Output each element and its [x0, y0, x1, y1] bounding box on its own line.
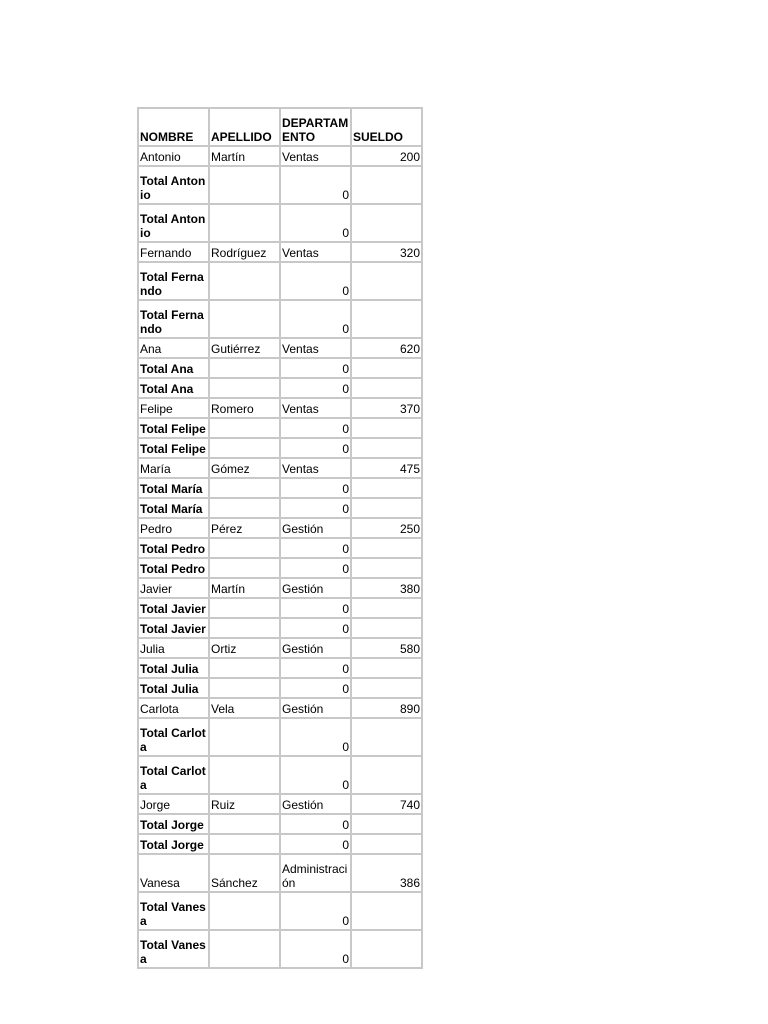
cell-empty[interactable] [209, 834, 280, 854]
cell-nombre[interactable]: Jorge [138, 794, 209, 814]
cell-departamento[interactable]: Ventas [280, 458, 351, 478]
cell-empty[interactable] [209, 658, 280, 678]
table-row [138, 578, 422, 598]
cell-sueldo[interactable]: 740 [351, 794, 422, 814]
cell-empty[interactable] [351, 678, 422, 698]
table-row [138, 398, 422, 418]
cell-empty[interactable] [209, 538, 280, 558]
cell-total-value[interactable]: 0 [280, 598, 351, 618]
cell-total-label[interactable]: Total Ana [138, 358, 209, 378]
total-row [138, 814, 422, 834]
cell-apellido[interactable]: Ruiz [209, 794, 280, 814]
cell-empty[interactable] [209, 678, 280, 698]
cell-empty[interactable] [351, 262, 422, 300]
header-sueldo[interactable]: SUELDO [351, 108, 422, 146]
cell-empty[interactable] [209, 718, 280, 756]
cell-empty[interactable] [351, 834, 422, 854]
total-row [138, 718, 422, 756]
total-row [138, 678, 422, 698]
cell-departamento[interactable]: Ventas [280, 338, 351, 358]
cell-empty[interactable] [351, 598, 422, 618]
cell-total-label[interactable]: Total Pedro [138, 558, 209, 578]
cell-empty[interactable] [209, 618, 280, 638]
cell-empty[interactable] [351, 892, 422, 930]
cell-total-value[interactable]: 0 [280, 262, 351, 300]
cell-total-value[interactable]: 0 [280, 558, 351, 578]
cell-nombre[interactable]: Carlota [138, 698, 209, 718]
cell-empty[interactable] [351, 438, 422, 458]
cell-total-label[interactable]: Total Vanesa [138, 892, 209, 930]
cell-departamento[interactable]: Gestión [280, 638, 351, 658]
cell-total-label[interactable]: Total Vanesa [138, 930, 209, 968]
cell-total-label[interactable]: Total Fernando [138, 262, 209, 300]
cell-empty[interactable] [209, 300, 280, 338]
total-row [138, 558, 422, 578]
total-row [138, 756, 422, 794]
cell-sueldo[interactable]: 250 [351, 518, 422, 538]
cell-departamento[interactable]: Gestión [280, 794, 351, 814]
cell-total-value[interactable]: 0 [280, 418, 351, 438]
cell-empty[interactable] [209, 418, 280, 438]
total-row [138, 262, 422, 300]
cell-empty[interactable] [351, 658, 422, 678]
spreadsheet-table [137, 107, 423, 969]
cell-empty[interactable] [209, 930, 280, 968]
cell-nombre[interactable]: Felipe [138, 398, 209, 418]
cell-empty[interactable] [351, 478, 422, 498]
cell-empty[interactable] [209, 598, 280, 618]
cell-nombre[interactable]: Antonio [138, 146, 209, 166]
cell-empty[interactable] [209, 262, 280, 300]
cell-total-value[interactable]: 0 [280, 358, 351, 378]
cell-total-label[interactable]: Total Antonio [138, 204, 209, 242]
cell-total-label[interactable]: Total Carlota [138, 718, 209, 756]
cell-empty[interactable] [209, 498, 280, 518]
cell-total-label[interactable]: Total Felipe [138, 438, 209, 458]
cell-empty[interactable] [351, 756, 422, 794]
cell-total-value[interactable]: 0 [280, 538, 351, 558]
cell-total-value[interactable]: 0 [280, 618, 351, 638]
cell-empty[interactable] [209, 478, 280, 498]
cell-total-label[interactable]: Total Jorge [138, 814, 209, 834]
cell-departamento[interactable]: Ventas [280, 146, 351, 166]
cell-total-label[interactable]: Total Antonio [138, 166, 209, 204]
cell-total-value[interactable]: 0 [280, 718, 351, 756]
total-row [138, 418, 422, 438]
cell-departamento[interactable]: Gestión [280, 578, 351, 598]
cell-empty[interactable] [351, 538, 422, 558]
cell-total-value[interactable]: 0 [280, 892, 351, 930]
cell-empty[interactable] [351, 204, 422, 242]
cell-empty[interactable] [209, 814, 280, 834]
cell-total-label[interactable]: Total Pedro [138, 538, 209, 558]
cell-nombre[interactable]: Julia [138, 638, 209, 658]
cell-sueldo[interactable]: 386 [351, 854, 422, 892]
total-row [138, 204, 422, 242]
cell-sueldo[interactable]: 890 [351, 698, 422, 718]
cell-nombre[interactable]: María [138, 458, 209, 478]
total-row [138, 300, 422, 338]
header-apellido[interactable]: APELLIDO [209, 108, 280, 146]
cell-empty[interactable] [351, 166, 422, 204]
cell-departamento[interactable]: Administración [280, 854, 351, 892]
cell-empty[interactable] [351, 718, 422, 756]
cell-total-value[interactable]: 0 [280, 204, 351, 242]
total-row [138, 618, 422, 638]
cell-total-value[interactable]: 0 [280, 834, 351, 854]
cell-apellido[interactable]: Ortiz [209, 638, 280, 658]
cell-total-label[interactable]: Total Julia [138, 678, 209, 698]
table-row [138, 458, 422, 478]
total-row [138, 498, 422, 518]
table-row [138, 242, 422, 262]
cell-empty[interactable] [351, 378, 422, 398]
header-row [138, 108, 422, 146]
cell-total-value[interactable]: 0 [280, 438, 351, 458]
total-row [138, 478, 422, 498]
cell-empty[interactable] [351, 930, 422, 968]
total-row [138, 834, 422, 854]
cell-total-label[interactable]: Total Javier [138, 618, 209, 638]
cell-empty[interactable] [209, 204, 280, 242]
cell-total-value[interactable]: 0 [280, 658, 351, 678]
cell-empty[interactable] [209, 438, 280, 458]
cell-total-value[interactable]: 0 [280, 166, 351, 204]
cell-apellido[interactable]: Pérez [209, 518, 280, 538]
table-row [138, 698, 422, 718]
cell-total-label[interactable]: Total Javier [138, 598, 209, 618]
cell-total-label[interactable]: Total María [138, 498, 209, 518]
cell-empty[interactable] [209, 892, 280, 930]
cell-total-label[interactable]: Total Carlota [138, 756, 209, 794]
cell-apellido[interactable]: Sánchez [209, 854, 280, 892]
cell-total-value[interactable]: 0 [280, 498, 351, 518]
cell-nombre[interactable]: Pedro [138, 518, 209, 538]
total-row [138, 658, 422, 678]
cell-total-label[interactable]: Total Fernando [138, 300, 209, 338]
cell-apellido[interactable]: Rodríguez [209, 242, 280, 262]
cell-apellido[interactable]: Gómez [209, 458, 280, 478]
cell-sueldo[interactable]: 475 [351, 458, 422, 478]
cell-sueldo[interactable]: 580 [351, 638, 422, 658]
cell-empty[interactable] [209, 756, 280, 794]
cell-apellido[interactable]: Martín [209, 578, 280, 598]
total-row [138, 892, 422, 930]
cell-sueldo[interactable]: 380 [351, 578, 422, 598]
cell-sueldo[interactable]: 200 [351, 146, 422, 166]
cell-empty[interactable] [351, 814, 422, 834]
table-row [138, 854, 422, 892]
cell-total-value[interactable]: 0 [280, 478, 351, 498]
cell-departamento[interactable]: Ventas [280, 242, 351, 262]
cell-total-value[interactable]: 0 [280, 756, 351, 794]
total-row [138, 538, 422, 558]
cell-total-label[interactable]: Total Ana [138, 378, 209, 398]
total-row [138, 166, 422, 204]
cell-sueldo[interactable]: 370 [351, 398, 422, 418]
cell-empty[interactable] [351, 618, 422, 638]
cell-apellido[interactable]: Martín [209, 146, 280, 166]
cell-empty[interactable] [209, 166, 280, 204]
cell-sueldo[interactable]: 320 [351, 242, 422, 262]
cell-total-value[interactable]: 0 [280, 378, 351, 398]
cell-apellido[interactable]: Vela [209, 698, 280, 718]
cell-nombre[interactable]: Ana [138, 338, 209, 358]
cell-nombre[interactable]: Vanesa [138, 854, 209, 892]
cell-departamento[interactable]: Ventas [280, 398, 351, 418]
table-body [138, 146, 422, 968]
cell-apellido[interactable]: Romero [209, 398, 280, 418]
cell-departamento[interactable]: Gestión [280, 698, 351, 718]
cell-empty[interactable] [209, 378, 280, 398]
cell-apellido[interactable]: Gutiérrez [209, 338, 280, 358]
cell-total-value[interactable]: 0 [280, 300, 351, 338]
table-row [138, 638, 422, 658]
cell-sueldo[interactable]: 620 [351, 338, 422, 358]
total-row [138, 378, 422, 398]
cell-nombre[interactable]: Fernando [138, 242, 209, 262]
cell-total-label[interactable]: Total Jorge [138, 834, 209, 854]
table-row [138, 338, 422, 358]
header-nombre[interactable]: NOMBRE [138, 108, 209, 146]
table-row [138, 146, 422, 166]
cell-empty[interactable] [351, 558, 422, 578]
total-row [138, 598, 422, 618]
cell-total-label[interactable]: Total María [138, 478, 209, 498]
cell-total-label[interactable]: Total Julia [138, 658, 209, 678]
cell-empty[interactable] [351, 498, 422, 518]
header-departamento[interactable]: DEPARTAMENTO [280, 108, 351, 146]
cell-empty[interactable] [209, 358, 280, 378]
table-row [138, 518, 422, 538]
cell-empty[interactable] [351, 358, 422, 378]
cell-total-value[interactable]: 0 [280, 814, 351, 834]
cell-departamento[interactable]: Gestión [280, 518, 351, 538]
cell-empty[interactable] [351, 418, 422, 438]
total-row [138, 358, 422, 378]
cell-empty[interactable] [351, 300, 422, 338]
cell-total-value[interactable]: 0 [280, 678, 351, 698]
cell-total-value[interactable]: 0 [280, 930, 351, 968]
cell-empty[interactable] [209, 558, 280, 578]
total-row [138, 438, 422, 458]
total-row [138, 930, 422, 968]
cell-nombre[interactable]: Javier [138, 578, 209, 598]
cell-total-label[interactable]: Total Felipe [138, 418, 209, 438]
table-row [138, 794, 422, 814]
